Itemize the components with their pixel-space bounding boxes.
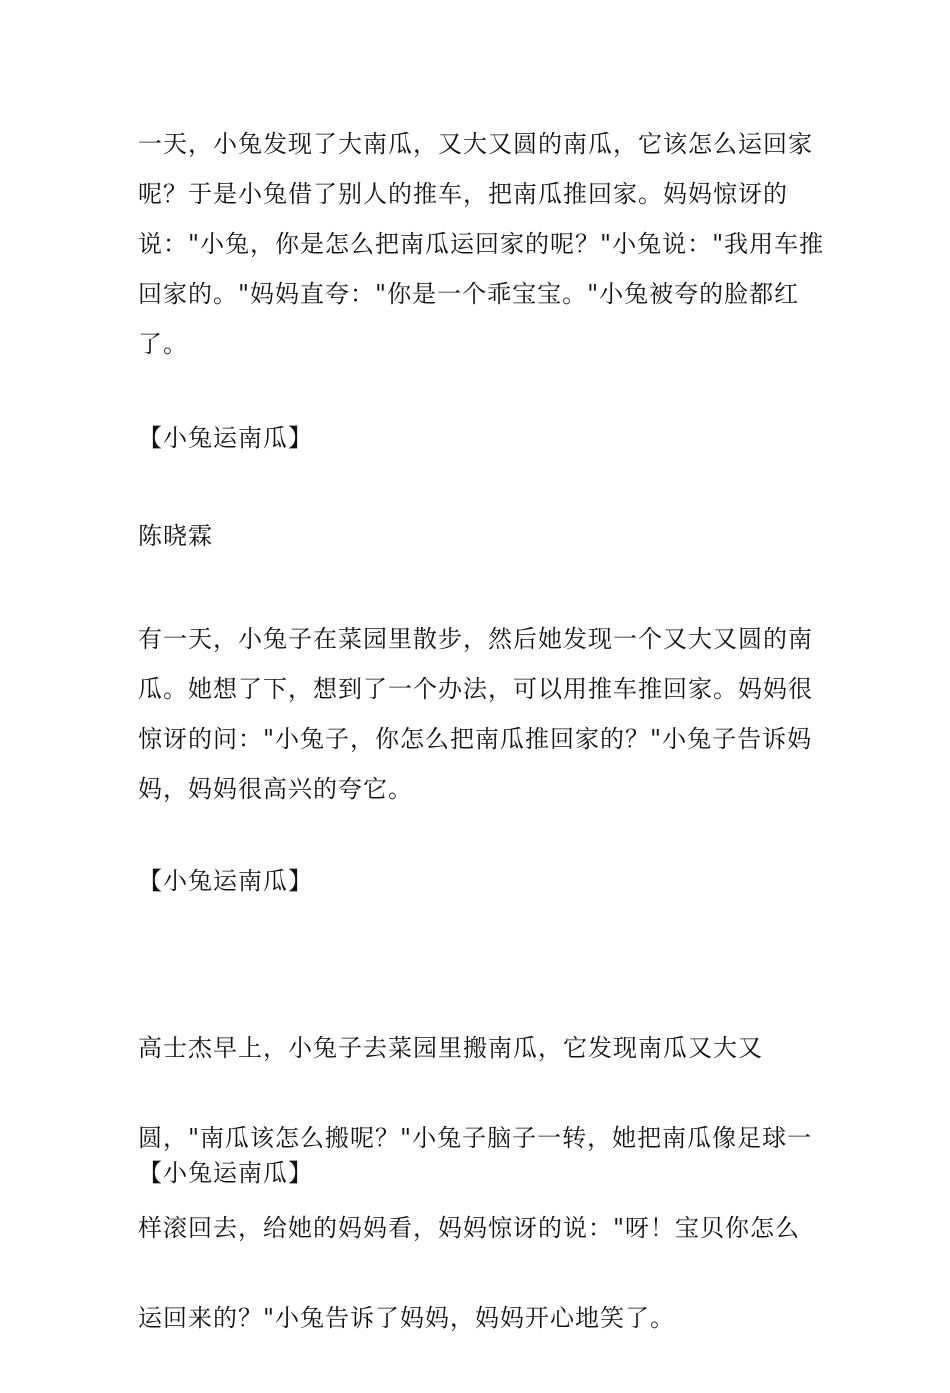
story-heading-1: 【小兔运南瓜】 [138, 424, 313, 452]
story-paragraph-1: 一天，小兔发现了大南瓜，又大又圆的南瓜，它该怎么运回家呢？于是小兔借了别人的推车，把南瓜推回家。妈妈惊讶的说："小兔，你是怎么把南瓜运回家的呢？"小兔说："我用车推回家的。"妈妈直夸："你是一个乖宝宝。"小兔被夸的脸都红了。 [138, 130, 825, 358]
paragraph-line: 高士杰早上，小兔子去菜园里搬南瓜，它发现南瓜又大又 [138, 1034, 763, 1062]
story-heading-2: 【小兔运南瓜】 [138, 867, 313, 895]
story-paragraph-2: 有一天，小兔子在菜园里散步，然后她发现一个又大又圆的南瓜。她想了下，想到了一个办法，可以用推车推回家。妈妈很惊讶的问："小兔子，你怎么把南瓜推回家的？"小兔子告诉妈妈，妈妈很高兴的夸它。 [138, 625, 813, 803]
story-heading-3: 【小兔运南瓜】 [138, 1159, 313, 1187]
author-name: 陈晓霖 [138, 522, 213, 550]
paragraph-line: 圆，"南瓜该怎么搬呢？"小兔子脑子一转，她把南瓜像足球一 [138, 1124, 813, 1152]
paragraph-line: 样滚回去，给她的妈妈看，妈妈惊讶的说："呀！宝贝你怎么 [138, 1214, 801, 1242]
paragraph-line: 运回来的？"小兔告诉了妈妈，妈妈开心地笑了。 [138, 1304, 676, 1332]
